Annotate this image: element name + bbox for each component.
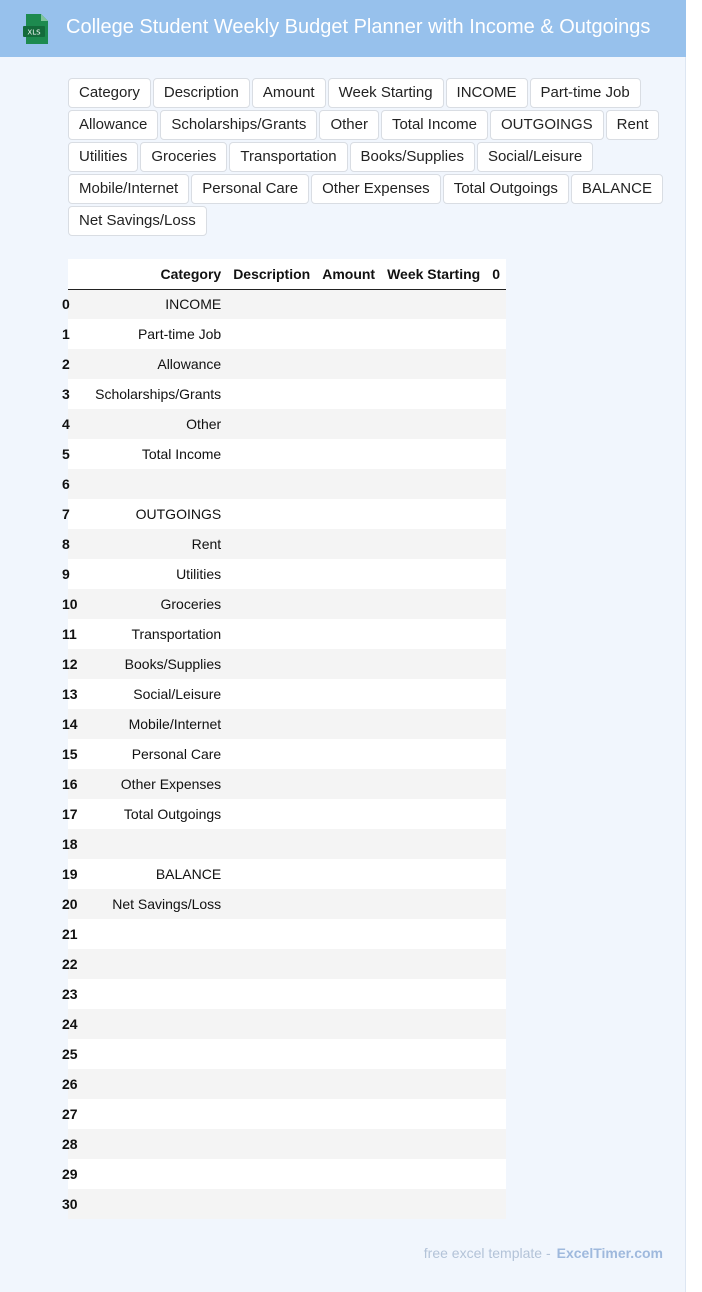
xls-file-icon — [20, 13, 52, 45]
zero-column-cell[interactable] — [486, 889, 506, 919]
description-cell[interactable] — [227, 469, 316, 499]
week-starting-cell[interactable] — [381, 379, 486, 409]
table-header-row — [68, 259, 506, 289]
description-cell[interactable] — [227, 529, 316, 559]
week-starting-cell[interactable] — [381, 889, 486, 919]
table-row — [68, 1099, 506, 1129]
table-row — [68, 1129, 506, 1159]
amount-cell[interactable] — [316, 559, 381, 589]
description-cell[interactable] — [227, 949, 316, 979]
table-row — [68, 979, 506, 1009]
row-index: 2 — [68, 349, 80, 379]
week-starting-cell[interactable] — [381, 679, 486, 709]
amount-cell[interactable] — [316, 619, 381, 649]
category-cell[interactable]: Social/Leisure — [80, 679, 228, 709]
category-cell[interactable]: Personal Care — [80, 739, 228, 769]
category-cell[interactable] — [80, 919, 228, 949]
week-starting-cell[interactable] — [381, 469, 486, 499]
row-index: 24 — [68, 1009, 80, 1039]
zero-column-cell[interactable] — [486, 919, 506, 949]
table-row — [68, 829, 506, 859]
amount-cell[interactable] — [316, 829, 381, 859]
category-cell[interactable] — [80, 469, 228, 499]
amount-cell[interactable] — [316, 379, 381, 409]
column-chip[interactable]: Books/Supplies — [350, 142, 475, 172]
amount-cell[interactable] — [316, 529, 381, 559]
category-cell[interactable] — [80, 1129, 228, 1159]
category-cell[interactable]: Mobile/Internet — [80, 709, 228, 739]
category-cell[interactable]: Total Income — [80, 439, 228, 469]
table-row — [68, 319, 506, 349]
week-starting-cell[interactable] — [381, 709, 486, 739]
page-title: College Student Weekly Budget Planner with Income & Outgoings — [66, 16, 651, 38]
row-index: 7 — [68, 499, 80, 529]
column-chip[interactable]: Other — [319, 110, 379, 140]
column-chip[interactable]: Other Expenses — [311, 174, 441, 204]
amount-cell[interactable] — [316, 289, 381, 319]
description-cell[interactable] — [227, 649, 316, 679]
table-row — [68, 619, 506, 649]
category-cell[interactable] — [80, 829, 228, 859]
category-cell[interactable]: Other — [80, 409, 228, 439]
amount-cell[interactable] — [316, 739, 381, 769]
zero-column-cell[interactable] — [486, 1129, 506, 1159]
zero-column-cell[interactable] — [486, 439, 506, 469]
description-cell[interactable] — [227, 1129, 316, 1159]
column-header[interactable]: Week Starting — [381, 259, 486, 289]
row-index: 4 — [68, 409, 80, 439]
week-starting-cell[interactable] — [381, 349, 486, 379]
table-row — [68, 1189, 506, 1219]
description-cell[interactable] — [227, 319, 316, 349]
week-starting-cell[interactable] — [381, 1159, 486, 1189]
table-body — [62, 289, 506, 1219]
table-row — [68, 709, 506, 739]
row-index: 25 — [68, 1039, 80, 1069]
column-chip[interactable]: Allowance — [68, 110, 158, 140]
row-index: 1 — [68, 319, 80, 349]
description-cell[interactable] — [227, 1099, 316, 1129]
column-chip[interactable]: Social/Leisure — [477, 142, 593, 172]
table-row — [68, 589, 506, 619]
row-index: 27 — [68, 1099, 80, 1129]
row-index: 8 — [68, 529, 80, 559]
amount-cell[interactable] — [316, 799, 381, 829]
column-header[interactable]: Amount — [316, 259, 381, 289]
zero-column-cell[interactable] — [486, 409, 506, 439]
row-index: 18 — [68, 829, 80, 859]
amount-cell[interactable] — [316, 949, 381, 979]
row-index: 30 — [68, 1189, 80, 1219]
amount-cell[interactable] — [316, 709, 381, 739]
amount-cell[interactable] — [316, 919, 381, 949]
column-chip[interactable]: Personal Care — [191, 174, 309, 204]
amount-cell[interactable] — [316, 859, 381, 889]
amount-cell[interactable] — [316, 439, 381, 469]
description-cell[interactable] — [227, 439, 316, 469]
amount-cell[interactable] — [316, 649, 381, 679]
column-chip[interactable]: Part-time Job — [530, 78, 641, 108]
column-chip[interactable]: Transportation — [229, 142, 347, 172]
table-row — [68, 469, 506, 499]
row-index: 28 — [68, 1129, 80, 1159]
category-cell[interactable]: Books/Supplies — [80, 649, 228, 679]
week-starting-cell[interactable] — [381, 589, 486, 619]
zero-column-cell[interactable] — [486, 829, 506, 859]
row-index: 13 — [68, 679, 80, 709]
column-chip[interactable]: Description — [153, 78, 250, 108]
category-cell[interactable]: Allowance — [80, 349, 228, 379]
category-cell[interactable] — [80, 1009, 228, 1039]
zero-column-cell[interactable] — [486, 289, 506, 319]
week-starting-cell[interactable] — [381, 1039, 486, 1069]
week-starting-cell[interactable] — [381, 1099, 486, 1129]
category-cell[interactable]: Net Savings/Loss — [80, 889, 228, 919]
description-cell[interactable] — [227, 979, 316, 1009]
zero-column-cell[interactable] — [486, 769, 506, 799]
amount-cell[interactable] — [316, 679, 381, 709]
category-cell[interactable] — [80, 1099, 228, 1129]
week-starting-cell[interactable] — [381, 859, 486, 889]
category-cell[interactable]: Rent — [80, 529, 228, 559]
table-row — [68, 499, 506, 529]
description-cell[interactable] — [227, 289, 316, 319]
zero-column-cell[interactable] — [486, 529, 506, 559]
amount-cell[interactable] — [316, 1009, 381, 1039]
category-cell[interactable] — [80, 949, 228, 979]
description-cell[interactable] — [227, 349, 316, 379]
amount-cell[interactable] — [316, 409, 381, 439]
amount-cell[interactable] — [316, 589, 381, 619]
column-chip[interactable]: BALANCE — [571, 174, 663, 204]
zero-column-cell[interactable] — [486, 1159, 506, 1189]
category-cell[interactable]: OUTGOINGS — [80, 499, 228, 529]
category-cell[interactable]: Scholarships/Grants — [80, 379, 228, 409]
description-cell[interactable] — [227, 589, 316, 619]
description-cell[interactable] — [227, 409, 316, 439]
page-header — [0, 0, 686, 57]
zero-column-cell[interactable] — [486, 1039, 506, 1069]
week-starting-cell[interactable] — [381, 529, 486, 559]
table-row — [68, 439, 506, 469]
row-index: 16 — [68, 769, 80, 799]
column-header[interactable]: Description — [227, 259, 316, 289]
table-row — [68, 1009, 506, 1039]
category-cell[interactable]: Groceries — [80, 589, 228, 619]
description-cell[interactable] — [227, 619, 316, 649]
column-header[interactable]: 0 — [486, 259, 506, 289]
zero-column-cell[interactable] — [486, 1009, 506, 1039]
table-row — [68, 349, 506, 379]
row-index: 22 — [68, 949, 80, 979]
row-index: 0 — [68, 289, 80, 319]
week-starting-cell[interactable] — [381, 439, 486, 469]
week-starting-cell[interactable] — [381, 979, 486, 1009]
row-index: 20 — [68, 889, 80, 919]
zero-column-cell[interactable] — [486, 739, 506, 769]
row-index: 3 — [68, 379, 80, 409]
description-cell[interactable] — [227, 889, 316, 919]
budget-table-container[interactable] — [62, 259, 506, 1219]
description-cell[interactable] — [227, 379, 316, 409]
column-chip[interactable]: Total Income — [381, 110, 488, 140]
week-starting-cell[interactable] — [381, 769, 486, 799]
amount-cell[interactable] — [316, 1159, 381, 1189]
zero-column-cell[interactable] — [486, 799, 506, 829]
row-index: 19 — [68, 859, 80, 889]
column-header[interactable]: Category — [80, 259, 228, 289]
table-row — [68, 1069, 506, 1099]
column-chip[interactable]: Total Outgoings — [443, 174, 569, 204]
row-index: 10 — [68, 589, 80, 619]
table-row — [68, 799, 506, 829]
week-starting-cell[interactable] — [381, 319, 486, 349]
description-cell[interactable] — [227, 859, 316, 889]
row-index: 15 — [68, 739, 80, 769]
table-row — [68, 409, 506, 439]
week-starting-cell[interactable] — [381, 919, 486, 949]
footer — [424, 1245, 663, 1261]
table-row — [68, 1039, 506, 1069]
row-index: 21 — [68, 919, 80, 949]
amount-cell[interactable] — [316, 349, 381, 379]
description-cell[interactable] — [227, 709, 316, 739]
description-cell[interactable] — [227, 1189, 316, 1219]
zero-column-cell[interactable] — [486, 649, 506, 679]
week-starting-cell[interactable] — [381, 799, 486, 829]
description-cell[interactable] — [227, 1069, 316, 1099]
category-cell[interactable] — [80, 979, 228, 1009]
svg-text:XLS: XLS — [27, 28, 41, 37]
amount-cell[interactable] — [316, 1189, 381, 1219]
zero-column-cell[interactable] — [486, 859, 506, 889]
amount-cell[interactable] — [316, 499, 381, 529]
amount-cell[interactable] — [316, 1099, 381, 1129]
zero-column-cell[interactable] — [486, 589, 506, 619]
description-cell[interactable] — [227, 559, 316, 589]
week-starting-cell[interactable] — [381, 949, 486, 979]
footer-brand-link[interactable]: ExcelTimer.com — [556, 1245, 663, 1261]
table-row — [68, 769, 506, 799]
week-starting-cell[interactable] — [381, 559, 486, 589]
row-index: 14 — [68, 709, 80, 739]
week-starting-cell[interactable] — [381, 499, 486, 529]
category-cell[interactable]: Utilities — [80, 559, 228, 589]
description-cell[interactable] — [227, 1159, 316, 1189]
week-starting-cell[interactable] — [381, 1069, 486, 1099]
category-cell[interactable]: Other Expenses — [80, 769, 228, 799]
description-cell[interactable] — [227, 799, 316, 829]
table-row — [68, 559, 506, 589]
description-cell[interactable] — [227, 1039, 316, 1069]
row-index: 26 — [68, 1069, 80, 1099]
table-row — [68, 1159, 506, 1189]
column-chip[interactable]: Rent — [606, 110, 660, 140]
zero-column-cell[interactable] — [486, 559, 506, 589]
zero-column-cell[interactable] — [486, 979, 506, 1009]
zero-column-cell[interactable] — [486, 949, 506, 979]
amount-cell[interactable] — [316, 1069, 381, 1099]
category-cell[interactable] — [80, 1159, 228, 1189]
table-row — [68, 289, 506, 319]
amount-cell[interactable] — [316, 319, 381, 349]
zero-column-cell[interactable] — [486, 379, 506, 409]
row-index: 29 — [68, 1159, 80, 1189]
column-chip[interactable]: Utilities — [68, 142, 138, 172]
row-index: 6 — [68, 469, 80, 499]
column-chip[interactable]: Category — [68, 78, 151, 108]
category-cell[interactable]: Part-time Job — [80, 319, 228, 349]
zero-column-cell[interactable] — [486, 349, 506, 379]
description-cell[interactable] — [227, 919, 316, 949]
category-cell[interactable] — [80, 1189, 228, 1219]
category-cell[interactable]: Transportation — [80, 619, 228, 649]
column-header[interactable] — [68, 259, 80, 289]
zero-column-cell[interactable] — [486, 319, 506, 349]
zero-column-cell[interactable] — [486, 1069, 506, 1099]
category-cell[interactable]: Total Outgoings — [80, 799, 228, 829]
column-chip[interactable]: Mobile/Internet — [68, 174, 189, 204]
amount-cell[interactable] — [316, 769, 381, 799]
description-cell[interactable] — [227, 829, 316, 859]
row-index: 12 — [68, 649, 80, 679]
amount-cell[interactable] — [316, 469, 381, 499]
table-row — [68, 379, 506, 409]
column-chip[interactable]: INCOME — [446, 78, 528, 108]
description-cell[interactable] — [227, 679, 316, 709]
column-chip[interactable]: Week Starting — [328, 78, 444, 108]
row-index: 17 — [68, 799, 80, 829]
row-index: 23 — [68, 979, 80, 1009]
amount-cell[interactable] — [316, 1039, 381, 1069]
table-row — [68, 529, 506, 559]
category-cell[interactable] — [80, 1069, 228, 1099]
column-chip-list — [68, 78, 668, 236]
column-chip[interactable]: Amount — [252, 78, 326, 108]
week-starting-cell[interactable] — [381, 289, 486, 319]
description-cell[interactable] — [227, 499, 316, 529]
table-row — [68, 739, 506, 769]
zero-column-cell[interactable] — [486, 619, 506, 649]
zero-column-cell[interactable] — [486, 679, 506, 709]
zero-column-cell[interactable] — [486, 469, 506, 499]
zero-column-cell[interactable] — [486, 499, 506, 529]
table-row — [68, 889, 506, 919]
zero-column-cell[interactable] — [486, 1189, 506, 1219]
amount-cell[interactable] — [316, 1129, 381, 1159]
description-cell[interactable] — [227, 739, 316, 769]
amount-cell[interactable] — [316, 889, 381, 919]
description-cell[interactable] — [227, 769, 316, 799]
week-starting-cell[interactable] — [381, 619, 486, 649]
budget-table — [62, 259, 506, 1219]
amount-cell[interactable] — [316, 979, 381, 1009]
column-chip[interactable]: Net Savings/Loss — [68, 206, 207, 236]
week-starting-cell[interactable] — [381, 649, 486, 679]
table-row — [68, 679, 506, 709]
column-chip[interactable]: Scholarships/Grants — [160, 110, 317, 140]
table-row — [68, 859, 506, 889]
row-index: 9 — [68, 559, 80, 589]
column-chip[interactable]: OUTGOINGS — [490, 110, 604, 140]
row-index: 11 — [68, 619, 80, 649]
week-starting-cell[interactable] — [381, 1129, 486, 1159]
week-starting-cell[interactable] — [381, 409, 486, 439]
description-cell[interactable] — [227, 1009, 316, 1039]
category-cell[interactable]: BALANCE — [80, 859, 228, 889]
week-starting-cell[interactable] — [381, 829, 486, 859]
category-cell[interactable]: INCOME — [80, 289, 228, 319]
row-index: 5 — [68, 439, 80, 469]
category-cell[interactable] — [80, 1039, 228, 1069]
week-starting-cell[interactable] — [381, 1009, 486, 1039]
footer-text: free excel template - — [423, 1245, 551, 1261]
week-starting-cell[interactable] — [381, 739, 486, 769]
table-row — [68, 919, 506, 949]
table-row — [68, 649, 506, 679]
table-row — [68, 949, 506, 979]
zero-column-cell[interactable] — [486, 1099, 506, 1129]
zero-column-cell[interactable] — [486, 709, 506, 739]
column-chip[interactable]: Groceries — [140, 142, 227, 172]
week-starting-cell[interactable] — [381, 1189, 486, 1219]
